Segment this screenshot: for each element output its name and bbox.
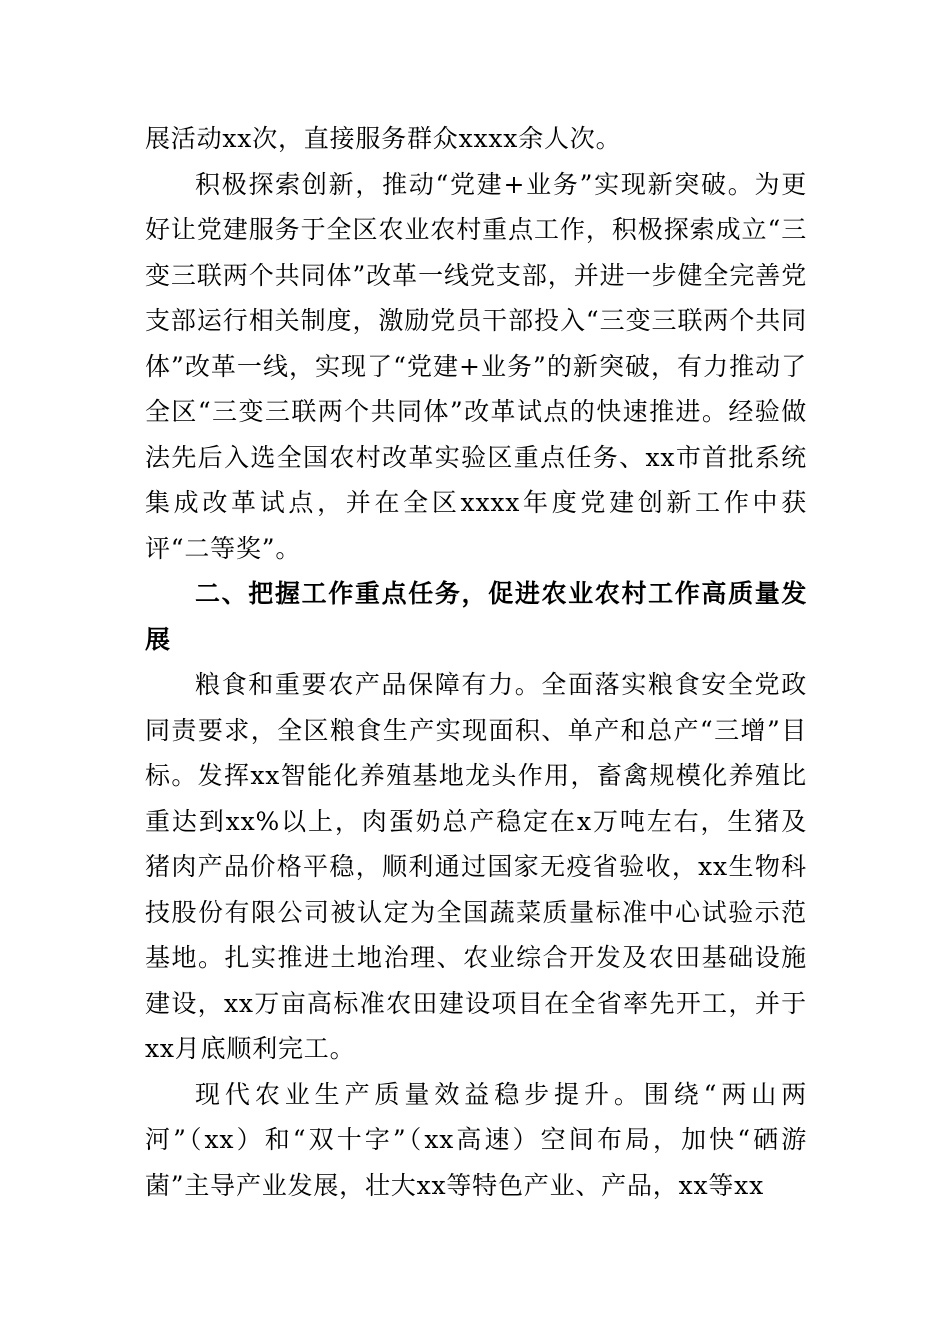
section-heading: 二、把握工作重点任务，促进农业农村工作高质量发展 xyxy=(145,579,807,654)
paragraph-grain-security: 粮食和重要农产品保障有力。全面落实粮食安全党政同责要求，全区粮食生产实现面积、单产和总产“三增”目标。发挥xx智能化养殖基地龙头作用，畜禽规模化养殖比重达到xx%以上，肉蛋奶总产稳定在x万吨左右，生猪及猪肉产品价格平稳，顺利通过国家无疫省验收，xx生物科技股份有限公司被认定为全国蔬菜质量标准中心试验示范基地。扎实推进土地治理、农业综合开发及农田基础设施建设，xx万亩高标准农田建设项目在全省率先开工，并于xx月底顺利完工。 xyxy=(145,670,807,1063)
document-body xyxy=(145,116,807,1208)
paragraph-modern-agriculture: 现代农业生产质量效益稳步提升。围绕“两山两河”（xx）和“双十字”（xx高速）空间布局，加快“硒游菌”主导产业发展，壮大xx等特色产业、产品，xx等xx xyxy=(145,1079,807,1200)
paragraph-party-building: 积极探索创新，推动“党建+业务”实现新突破。为更好让党建服务于全区农业农村重点工作，积极探索成立“三变三联两个共同体”改革一线党支部，并进一步健全完善党支部运行相关制度，激励党员干部投入“三变三联两个共同体”改革一线，实现了“党建+业务”的新突破，有力推动了全区“三变三联两个共同体”改革试点的快速推进。经验做法先后入选全国农村改革实验区重点任务、xx市首批系统集成改革试点，并在全区xxxx年度党建创新工作中获评“二等奖”。 xyxy=(145,169,807,563)
paragraph-continuation: 展活动xx次，直接服务群众xxxx余人次。 xyxy=(145,124,622,153)
